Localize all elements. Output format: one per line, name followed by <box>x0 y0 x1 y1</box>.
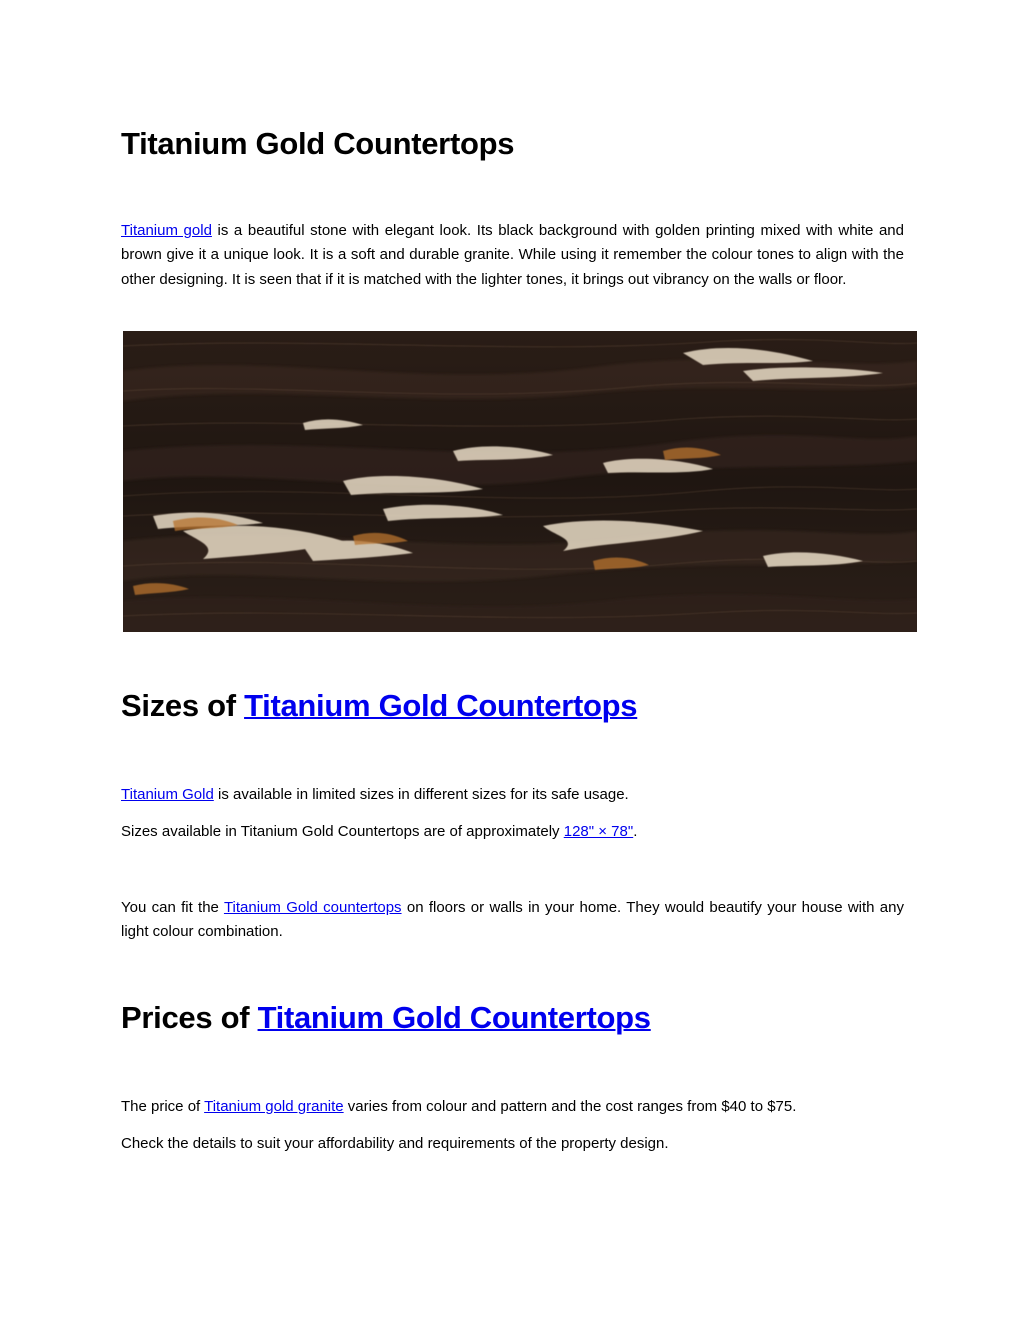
dimensions-link[interactable]: 128" × 78" <box>563 823 634 840</box>
page-title: Titanium Gold Countertops <box>121 126 515 161</box>
intro-text: is a beautiful stone with elegant look. Its black background with golden printing mixed with white and brown give it a unique look. It is a soft and durable granite. While using it remember the colour tones to align with the other designing. It is seen that if it is matched with the lighter tones, it brings out vibrancy on the walls or floor. <box>121 222 904 288</box>
sizes-p3-text: on floors or walls in your home. They would beautify your house with any light colour combination. <box>121 899 904 941</box>
sizes-paragraph-1 <box>121 783 904 807</box>
titanium-gold-countertops-link[interactable]: Titanium Gold countertops <box>223 899 402 916</box>
sizes-paragraph-2 <box>121 820 904 844</box>
sizes-heading-prefix: Sizes of <box>121 688 245 723</box>
sizes-heading <box>121 688 637 724</box>
titanium-gold-stone-image <box>123 331 917 632</box>
titanium-gold-link[interactable]: Titanium gold <box>121 222 212 239</box>
stone-texture <box>123 331 917 632</box>
sizes-p3-start: You can fit the <box>121 899 224 916</box>
sizes-paragraph-3 <box>121 896 904 945</box>
prices-heading <box>121 1000 651 1036</box>
intro-paragraph <box>121 219 904 292</box>
sizes-p1-text: is available in limited sizes in different sizes for its safe usage. <box>213 786 629 803</box>
titanium-gold-sizes-link[interactable]: Titanium Gold <box>121 786 214 803</box>
prices-paragraph-1 <box>121 1095 904 1119</box>
prices-heading-prefix: Prices of <box>121 1000 258 1035</box>
sizes-p2-end: . <box>633 823 638 840</box>
titanium-gold-granite-link[interactable]: Titanium gold granite <box>204 1098 344 1115</box>
prices-heading-link[interactable]: Titanium Gold Countertops <box>257 1000 651 1035</box>
sizes-heading-link[interactable]: Titanium Gold Countertops <box>244 688 638 723</box>
prices-p1-start: The price of <box>121 1098 205 1115</box>
prices-paragraph-2: Check the details to suit your affordability and requirements of the property design. <box>121 1135 669 1152</box>
sizes-p2-text: Sizes available in Titanium Gold Countertops are of approximately <box>121 823 564 840</box>
prices-p1-text: varies from colour and pattern and the cost ranges from $40 to $75. <box>343 1098 797 1115</box>
